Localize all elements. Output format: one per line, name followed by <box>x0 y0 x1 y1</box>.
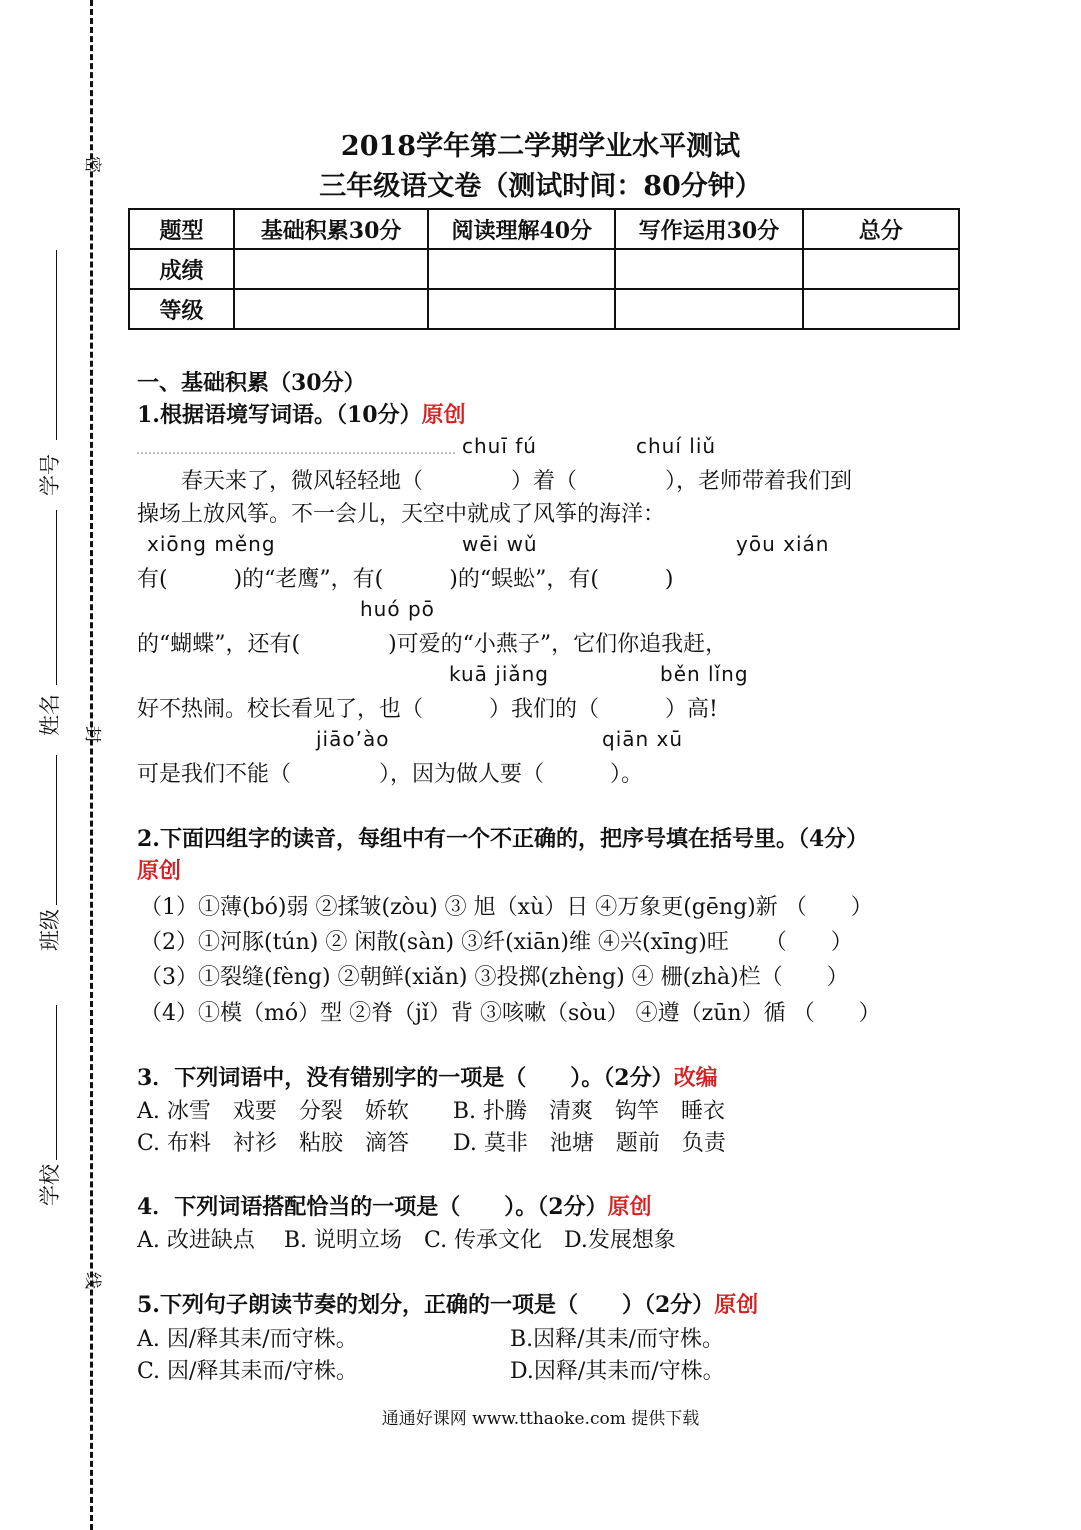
score-cell[interactable] <box>428 249 615 289</box>
option-line: （2）①河豚(tún) ② 闲散(sàn) ③纤(xiān)维 ④兴(xīng)旺 （ ） <box>140 930 853 955</box>
option-a: A. 因/释其耒/而守株。 <box>137 1327 358 1352</box>
score-cell[interactable] <box>615 249 802 289</box>
question-4-title <box>137 1190 652 1221</box>
page-footer: 通通好课网 www.tthaoke.com 提供下载 <box>381 1409 700 1429</box>
pinyin-hint: wēi wǔ <box>462 532 538 556</box>
passage-line: 的“蝴蝶”，还有( )可爱的“小燕子”，它们你追我赶， <box>137 632 728 657</box>
question-title-text: 3．下列词语中，没有错别字的一项是（ ）。（2分） <box>137 1065 674 1091</box>
question-1-title <box>137 398 466 429</box>
seal-char-xian: 线 <box>82 1272 102 1289</box>
option-d: D.因释/其耒而/守株。 <box>510 1359 725 1384</box>
passage-line: 好不热闹。校长看见了，也（ ）我们的（ ）高! <box>137 697 718 722</box>
side-rule-banji <box>56 755 57 905</box>
option-line: （1）①薄(bó)弱 ②揉皱(zòu) ③ 旭（xù）日 ④万象更(gēng)新 （ ） <box>140 895 873 920</box>
grade-cell[interactable] <box>803 289 959 329</box>
score-cell[interactable] <box>803 249 959 289</box>
question-tag: 原创 <box>137 858 182 884</box>
side-rule-xuexiao <box>56 1005 57 1160</box>
pinyin-hint: yōu xián <box>736 532 830 556</box>
passage-line: 有( )的“老鹰”，有( )的“蜈蚣”，有( ) <box>137 567 674 592</box>
question-3-title <box>137 1061 718 1092</box>
score-cell[interactable] <box>234 249 428 289</box>
section-heading: 一、基础积累（30分） <box>137 370 366 396</box>
pinyin-hint: qiān xū <box>602 727 684 751</box>
side-rule-xingming <box>56 510 57 685</box>
table-header: 基础积累30分 <box>234 209 428 249</box>
question-tag: 原创 <box>421 402 466 428</box>
question-5-title <box>137 1288 758 1319</box>
pinyin-hint: chuī fú <box>462 434 537 458</box>
option-line: （4）①模（mó）型 ②脊（jǐ）背 ③咳嗽（sòu） ④遵（zūn）循 （ ） <box>140 1001 881 1026</box>
passage-line: 操场上放风筝。不一会儿，天空中就成了风筝的海洋： <box>137 502 666 527</box>
question-title-text: 4．下列词语搭配恰当的一项是（ ）。（2分） <box>137 1194 608 1220</box>
table-row-label: 等级 <box>129 289 234 329</box>
option-line: A. 冰雪 戏要 分裂 娇软 B. 扑腾 清爽 钩竿 睡衣 <box>137 1099 726 1124</box>
grade-cell[interactable] <box>428 289 615 329</box>
grade-cell[interactable] <box>615 289 802 329</box>
exam-title: 2018学年第二学期学业水平测试 <box>340 131 741 162</box>
pinyin-hint: huó pō <box>360 597 435 621</box>
dotted-guide <box>137 452 455 454</box>
side-label-banji: 班级 <box>38 909 62 951</box>
side-label-xuehao: 学号 <box>38 454 62 496</box>
question-title-text: 5.下列句子朗读节奏的划分，正确的一项是（ ）（2分） <box>137 1292 715 1318</box>
passage-line: 可是我们不能（ ），因为做人要（ ）。 <box>137 762 644 787</box>
table-header: 题型 <box>129 209 234 249</box>
pinyin-hint: chuí liǔ <box>636 434 717 458</box>
pinyin-hint: xiōng měng <box>147 532 276 556</box>
table-row-label: 成绩 <box>129 249 234 289</box>
seal-char-feng: 封 <box>82 726 102 743</box>
binding-dashed-line <box>90 0 93 1530</box>
option-line: A. 改进缺点 B. 说明立场 C. 传承文化 D.发展想象 <box>137 1228 676 1253</box>
seal-char-mi: 密 <box>82 156 102 173</box>
option-line: （3）①裂缝(fèng) ②朝鲜(xiǎn) ③投掷(zhèng) ④ 栅(zhà)栏（ ） <box>140 965 849 990</box>
pinyin-hint: jiāo’ào <box>316 727 390 751</box>
option-c: C. 因/释其耒而/守株。 <box>137 1359 358 1384</box>
score-table <box>128 208 960 330</box>
passage-line: 春天来了，微风轻轻地（ ）着（ ），老师带着我们到 <box>137 469 853 494</box>
table-header: 阅读理解40分 <box>428 209 615 249</box>
grade-cell[interactable] <box>234 289 428 329</box>
question-2-title: 2.下面四组字的读音，每组中有一个不正确的，把序号填在括号里。（4分） <box>137 826 869 852</box>
question-tag: 改编 <box>673 1065 718 1091</box>
pinyin-hint: běn lǐng <box>660 662 749 686</box>
exam-subtitle: 三年级语文卷（测试时间：80分钟） <box>319 171 762 202</box>
option-b: B.因释/其耒/而守株。 <box>510 1327 724 1352</box>
side-label-xingming: 姓名 <box>38 694 62 736</box>
table-header: 总分 <box>803 209 959 249</box>
question-tag: 原创 <box>714 1292 759 1318</box>
table-header: 写作运用30分 <box>615 209 802 249</box>
side-label-xuexiao: 学校 <box>38 1164 62 1206</box>
option-line: C. 布料 衬衫 粘胶 滴答 D. 莫非 池塘 题前 负责 <box>137 1131 726 1156</box>
question-tag: 原创 <box>607 1194 652 1220</box>
question-title-text: 1.根据语境写词语。（10分） <box>137 402 422 428</box>
side-rule-xuehao <box>56 250 57 440</box>
pinyin-hint: kuā jiǎng <box>449 662 549 686</box>
